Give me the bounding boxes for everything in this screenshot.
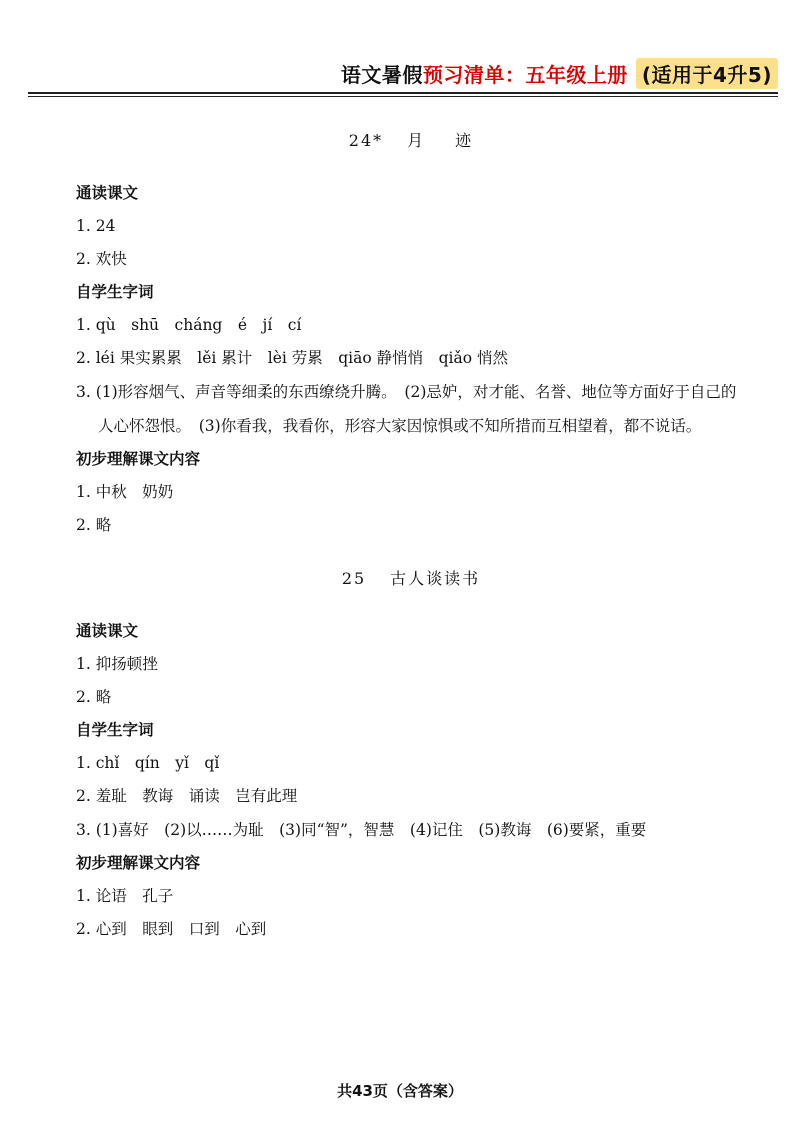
answer-item: 2. 心到 眼到 口到 心到 [76,920,267,938]
answer-item: 2. 欢快 [76,250,127,268]
answer-item: 1. chǐ qín yǐ qǐ [76,754,220,772]
lesson-title-part: 古人谈读书 [390,569,481,588]
answer-item: 1. 抑扬顿挫 [76,655,158,673]
section-heading: 自学生字词 [76,283,154,301]
section-heading: 初步理解课文内容 [76,854,201,872]
lesson-title-part: 月 [407,131,426,150]
answer-item: 3. (1)喜好 (2)以……为耻 (3)同“智”，智慧 (4)记住 (5)教诲 (6)要紧，重要 [76,821,647,839]
page-footer: 共43页（含答案） [337,1082,463,1100]
lesson-number: 24* [348,131,384,150]
page-content [76,128,746,946]
section-heading: 自学生字词 [76,721,154,739]
page-header [341,58,778,89]
answer-item: 1. qù shū cháng é jí cí [76,316,302,334]
answer-item: 2. 略 [76,516,112,534]
section-heading: 通读课文 [76,184,139,202]
answer-item: 1. 24 [76,217,116,235]
answer-item: 2. 略 [76,688,112,706]
section-heading: 初步理解课文内容 [76,450,201,468]
header-subtitle: 预习清单：五年级上册 [422,63,628,87]
lesson-number: 25 [341,569,367,588]
header-title: 语文暑假 [340,63,423,87]
header-rule-thin [28,96,778,97]
answer-item: 1. 论语 孔子 [76,887,174,905]
answer-item: 2. 羞耻 教诲 诵读 岂有此理 [76,787,298,805]
section-heading: 通读课文 [76,622,139,640]
answer-item: 2. léi 果实累累 lěi 累计 lèi 劳累 qiāo 静悄悄 qiǎo 悄然 [76,349,509,367]
lesson-title-part: 迹 [455,131,474,150]
answer-item: 1. 中秋 奶奶 [76,483,174,501]
header-grade-tag: (适用于4升5) [636,58,778,89]
header-rule [28,92,778,94]
answer-item: 3. (1)形容烟气、声音等细柔的东西缭绕升腾。 (2)忌妒，对才能、名誉、地位等方面好于自己的人心怀怨恨。 (3)你看我，我看你，形容大家因惊惧或不知所措而互相望着，都不说话。 [76,383,737,435]
lesson-25-title [76,566,746,589]
lesson-24-title [76,128,746,151]
